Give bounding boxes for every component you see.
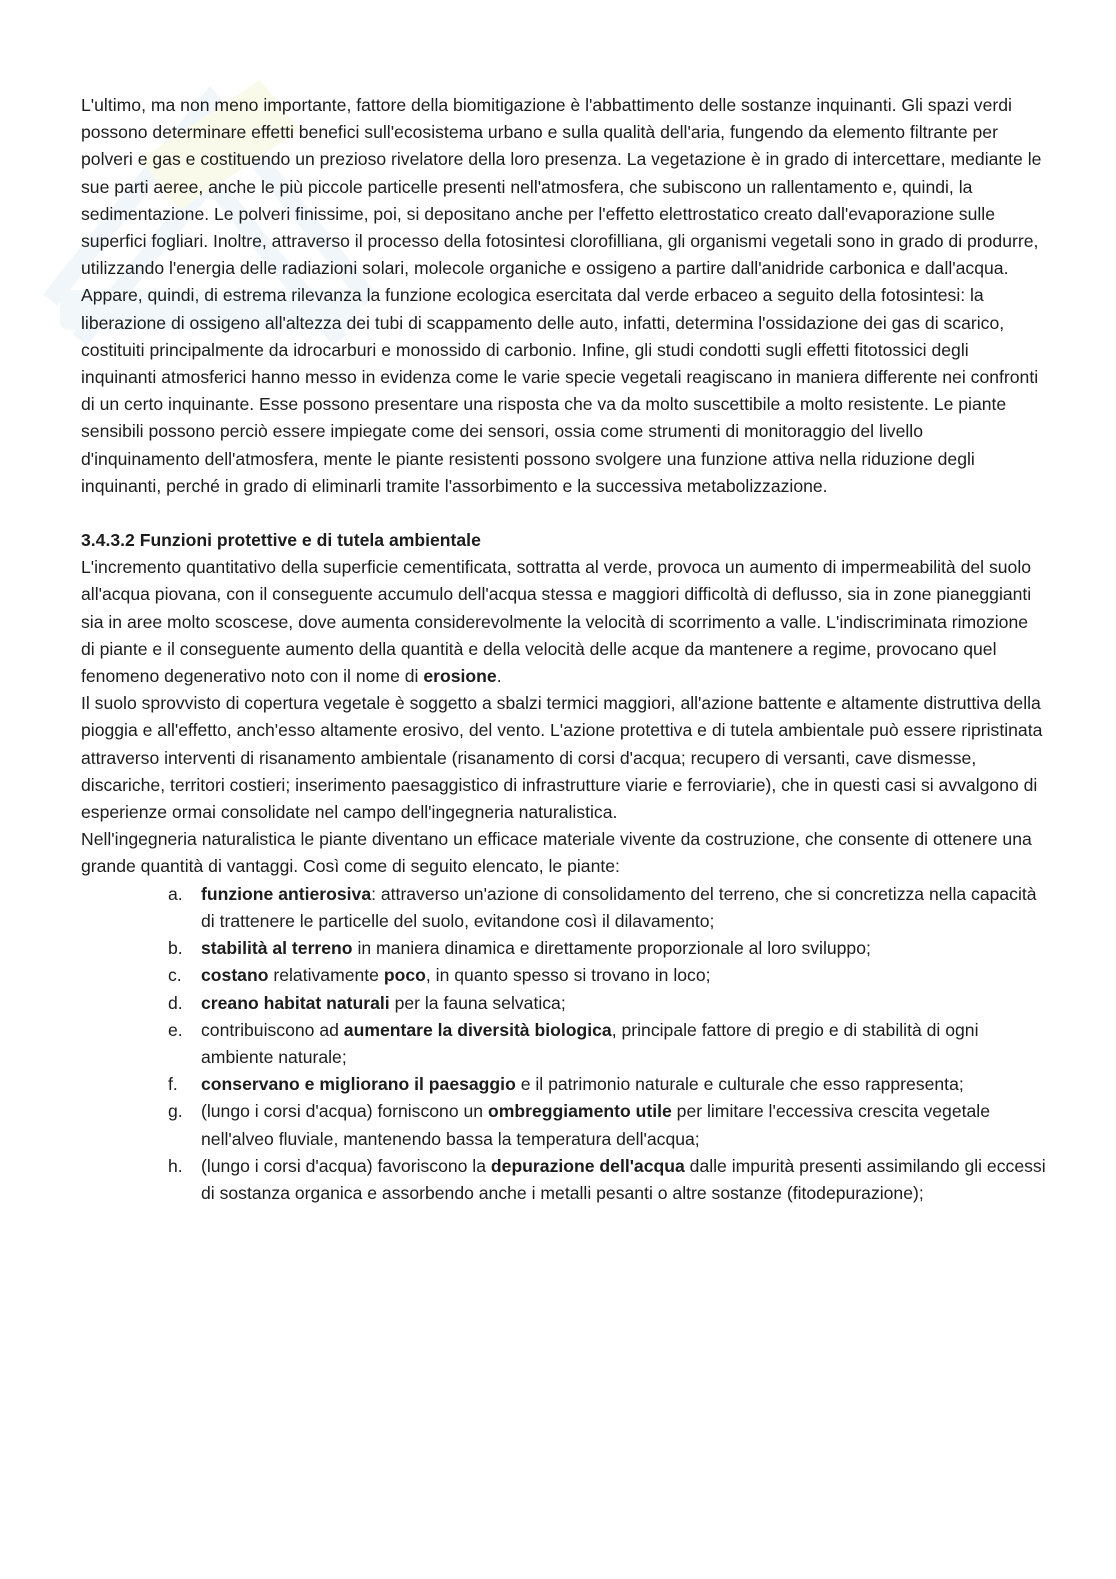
paragraph-ingegneria: Nell'ingegneria naturalistica le piante diventano un efficace materiale vivente da costruzione, che consente di ottenere una grande quantità di vantaggi. Così come di seguito elencato, le piante: — [81, 829, 1032, 877]
list-bold: poco — [383, 965, 426, 986]
list-marker: b. — [168, 938, 183, 959]
list-bold: depurazione dell'acqua — [490, 1155, 685, 1176]
list-text: per limitare l'eccessiva crescita vegetale nell'alveo fluviale, mantenendo bassa la temperatura dell'acqua; — [201, 1101, 990, 1149]
list-item — [81, 1098, 1046, 1152]
list-marker: f. — [168, 1074, 178, 1095]
list-item — [81, 962, 1046, 989]
list-bold: funzione antierosiva — [201, 883, 372, 904]
list-text: , in quanto spesso si trovano in loco; — [425, 965, 711, 986]
list-text: per la fauna selvatica; — [389, 992, 566, 1013]
list-bold: stabilità al terreno — [201, 938, 353, 959]
list-bold: aumentare la diversità biologica — [343, 1019, 612, 1040]
advantages-list — [81, 881, 1046, 1207]
list-item — [81, 1153, 1046, 1207]
list-bold: costano — [201, 965, 269, 986]
document-page — [81, 92, 1046, 1207]
list-bold: creano habitat naturali — [201, 992, 390, 1013]
list-text: relativamente — [268, 965, 384, 986]
paragraph-end: . — [496, 666, 502, 687]
section-heading: 3.4.3.2 Funzioni protettive e di tutela ambientale — [81, 530, 481, 551]
list-marker: d. — [168, 992, 183, 1013]
bold-term-erosione: erosione — [423, 666, 497, 687]
list-marker: g. — [168, 1101, 183, 1122]
paragraph-text: L'incremento quantitativo della superficie cementificata, sottratta al verde, provoca un aumento di impermeabilità del suolo all'acqua piovana, con il conseguente accumulo dell'acqua stessa e maggiori difficoltà di deflusso, sia in zone pianeggianti sia in aree molto scoscese, dove aumenta considerevolmente la velocità di scorrimento a valle. L'indiscriminata rimozione di piante e il conseguente aumento della quantità e della velocità delle acque da mantenere a regime, provocano quel fenomeno degenerativo noto con il nome di — [81, 557, 1032, 687]
list-text: dalle impurità presenti assimilando gli eccessi di sostanza organica e assorbendo anche i metalli pesanti o altre sostanze (fitodepurazione); — [201, 1155, 1046, 1203]
list-item — [81, 990, 1046, 1017]
paragraph-impermeabilita — [81, 554, 1046, 690]
list-marker: e. — [168, 1019, 183, 1040]
list-item — [81, 1071, 1046, 1098]
list-item — [81, 935, 1046, 962]
list-item — [81, 881, 1046, 935]
paragraph-biomitigazione: L'ultimo, ma non meno importante, fattore della biomitigazione è l'abbattimento delle sostanze inquinanti. Gli spazi verdi possono determinare effetti benefici sull'ecosistema urbano e sulla qualità dell'aria, fungendo da elemento filtrante per polveri e gas e costituendo un prezioso rivelatore della loro presenza. La vegetazione è in grado di intercettare, mediante le sue parti aeree, anche le più piccole particelle presenti nell'atmosfera, che subiscono un rallentamento e, quindi, la sedimentazione. Le polveri finissime, poi, si depositano anche per l'effetto elettrostatico creato dall'evaporazione sulle superfici fogliari. Inoltre, attraverso il processo della fotosintesi clorofilliana, gli organismi vegetali sono in grado di produrre, utilizzando l'energia delle radiazioni solari, molecole organiche e ossigeno a partire dall'anidride carbonica e dall'acqua. Appare, quindi, di estrema rilevanza la funzione ecologica esercitata dal verde erbaceo a seguito della fotosintesi: la liberazione di ossigeno all'altezza dei tubi di scappamento delle auto, infatti, determina l'ossidazione dei gas di scarico, costituiti principalmente da idrocarburi e monossido di carbonio. Infine, gli studi condotti sugli effetti fitotossici degli inquinanti atmosferici hanno messo in evidenza come le varie specie vegetali reagiscano in maniera differente nei confronti di un certo inquinante. Esse possono presentare una risposta che va da molto suscettibile a molto resistente. Le piante sensibili possono perciò essere impiegate come dei sensori, ossia come strumenti di monitoraggio del livello d'inquinamento dell'atmosfera, mente le piante resistenti possono svolgere una funzione attiva nella riduzione degli inquinanti, perché in grado di eliminarli tramite l'assorbimento e la successiva metabolizzazione. — [81, 95, 1042, 496]
list-text: (lungo i corsi d'acqua) forniscono un — [201, 1101, 488, 1122]
list-marker: a. — [168, 883, 183, 904]
list-item — [81, 1017, 1046, 1071]
spacer — [81, 500, 1046, 527]
paragraph-suolo: Il suolo sprovvisto di copertura vegetale è soggetto a sbalzi termici maggiori, all'azione battente e altamente distruttiva della pioggia e all'effetto, anch'esso altamente erosivo, del vento. L'azione protettiva e di tutela ambientale può essere ripristinata attraverso interventi di risanamento ambientale (risanamento di corsi d'acqua; recupero di versanti, cave dismesse, discariche, territori costieri; inserimento paesaggistico di infrastrutture viarie e ferroviarie), che in questi casi si avvalgono di esperienze ormai consolidate nel campo dell'ingegneria naturalistica. — [81, 693, 1043, 823]
list-bold: conservano e migliorano il paesaggio — [201, 1074, 516, 1095]
list-marker: c. — [168, 965, 182, 986]
list-text: contribuiscono ad — [201, 1019, 344, 1040]
list-bold: ombreggiamento utile — [487, 1101, 672, 1122]
list-marker: h. — [168, 1155, 183, 1176]
list-text: : attraverso un'azione di consolidamento del terreno, che si concretizza nella capacità di trattenere le particelle del suolo, evitandone così il dilavamento; — [201, 883, 1037, 931]
list-text: (lungo i corsi d'acqua) favoriscono la — [201, 1155, 491, 1176]
list-text: in maniera dinamica e direttamente proporzionale al loro sviluppo; — [352, 938, 871, 959]
list-text: , principale fattore di pregio e di stabilità di ogni ambiente naturale; — [201, 1019, 979, 1067]
list-text: e il patrimonio naturale e culturale che esso rappresenta; — [515, 1074, 964, 1095]
